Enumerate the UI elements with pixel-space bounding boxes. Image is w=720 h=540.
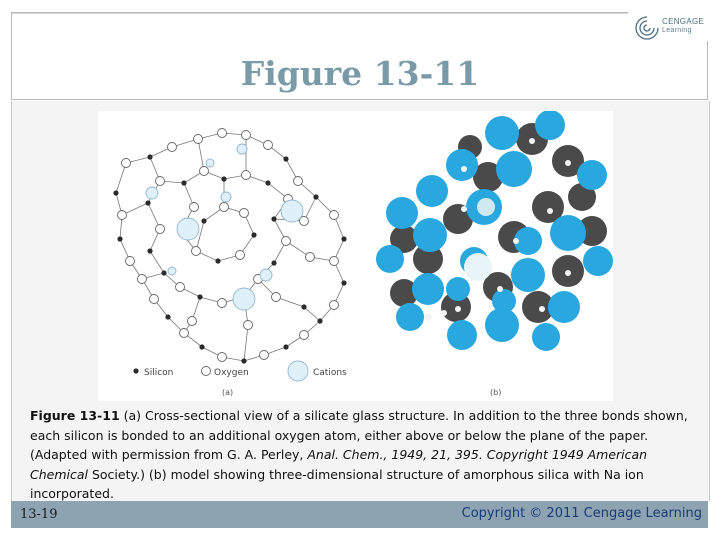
logo-line1: CENGAGE bbox=[662, 17, 705, 26]
legend bbox=[133, 361, 501, 397]
cengage-logo-icon bbox=[632, 13, 662, 43]
silicate-network bbox=[113, 129, 346, 364]
figure-caption bbox=[30, 406, 690, 504]
logo-line2: Learning bbox=[662, 27, 692, 34]
caption-text-part1: (a) Cross-sectional view of a silicate glass structure. In addition to the three bonds shown, each silicon is bonded to an additional oxygen atom, either above or below the plane of the paper. (Adapted with permission from G. A. Perley, bbox=[30, 408, 688, 462]
legend-cations: Cations bbox=[313, 368, 347, 378]
silica-model bbox=[376, 111, 613, 351]
caption-journal: Anal. Chem., 1949, 21, 395. Copyright 1949 American Chemical bbox=[30, 447, 648, 482]
figure-image bbox=[98, 111, 613, 401]
legend-silicon: Silicon bbox=[144, 368, 174, 378]
label-b: (b) bbox=[490, 388, 502, 397]
caption-text-part2: Society.) (b) model showing three-dimensional structure of amorphous silica with Na ion incorporated. bbox=[30, 466, 644, 501]
caption-figure-label: Figure 13-11 bbox=[30, 408, 120, 423]
label-a: (a) bbox=[222, 388, 234, 397]
copyright-notice: Copyright © 2011 Cengage Learning bbox=[461, 506, 702, 521]
logo-text bbox=[662, 17, 704, 35]
slide-title: Figure 13-11 bbox=[240, 54, 480, 93]
legend-cations-marker bbox=[288, 361, 308, 381]
page-number: 13-19 bbox=[20, 507, 58, 522]
sodium-ion bbox=[464, 253, 492, 281]
legend-silicon-marker bbox=[133, 368, 138, 373]
legend-oxygen-marker bbox=[202, 367, 211, 376]
cengage-logo bbox=[628, 11, 708, 41]
legend-oxygen: Oxygen bbox=[214, 368, 249, 378]
